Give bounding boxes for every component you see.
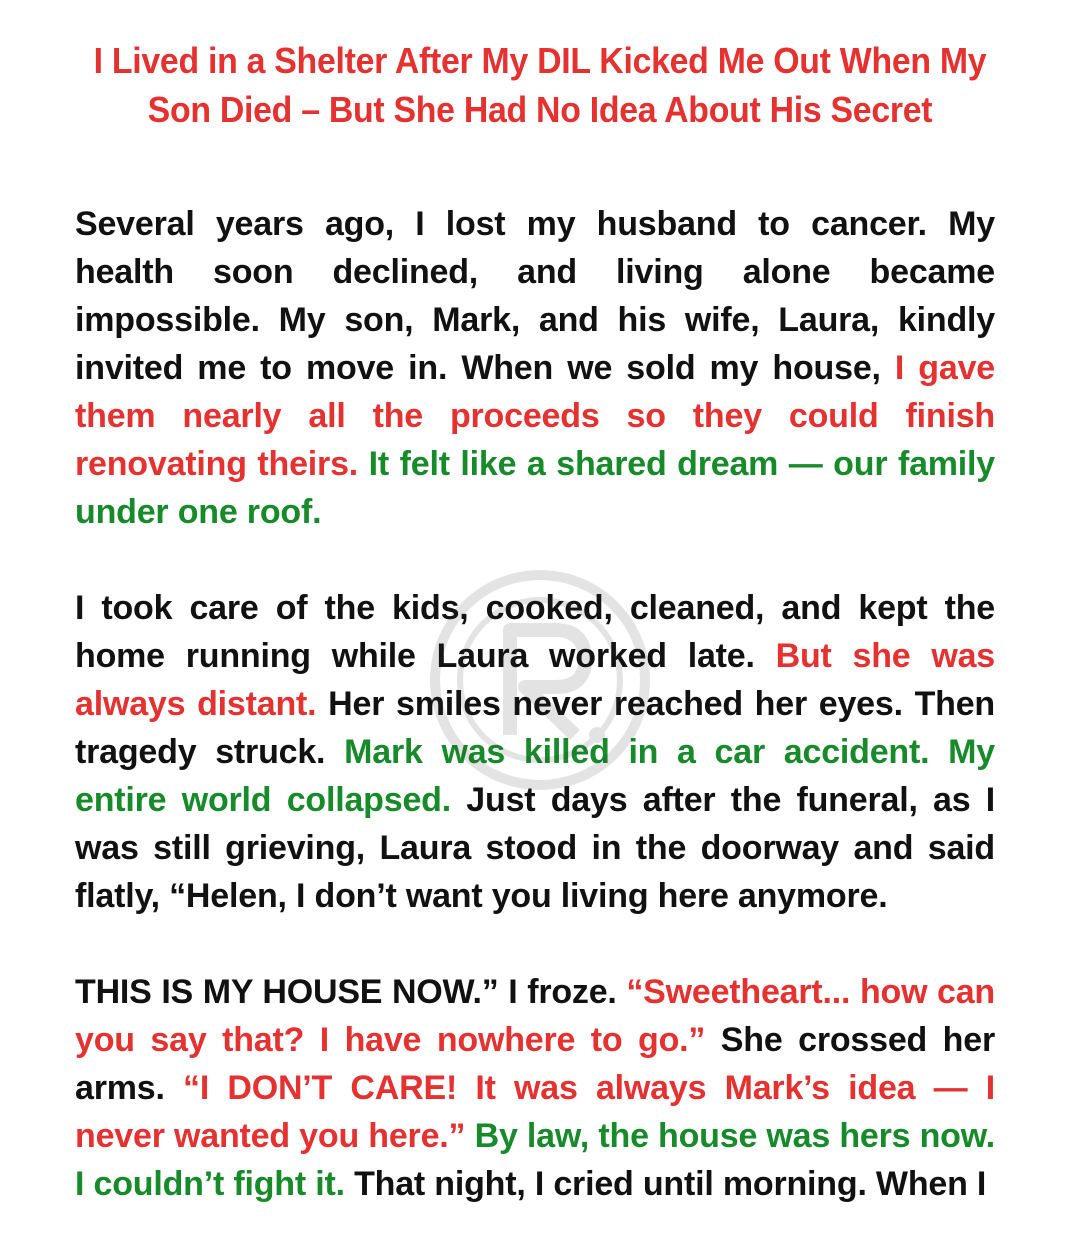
highlight-green: It felt like a shared dream — our family under one roof.: [75, 445, 996, 531]
highlight-red: But she was always distant.: [75, 637, 995, 723]
text-segment: THIS IS MY HOUSE NOW.” I froze.: [75, 973, 627, 1011]
text-segment: Several years ago, I lost my husband to cancer. My health soon declined, and living alone became impossible. My son, Mark, and his wife, Laura, kindly invited me to move in. When we sold my house,: [75, 205, 995, 387]
story-title: I Lived in a Shelter After My DIL Kicked Me Out When My Son Died – But She Had No Idea About His Secret: [93, 40, 987, 130]
text-segment: Her smiles never reached her eyes. Then tragedy struck.: [75, 685, 995, 771]
story-paragraph: [75, 584, 995, 920]
text-segment: Just days after the funeral, as I was still grieving, Laura stood in the doorway and said flatly, “Helen, I don’t want you living here anymore.: [75, 781, 995, 915]
text-segment: [465, 1117, 474, 1155]
text-segment: She crossed her arms.: [75, 1021, 995, 1107]
highlight-red: “I DON’T CARE! It was always Mark’s idea — I never wanted you here.”: [75, 1069, 995, 1155]
text-segment: [358, 445, 369, 483]
highlight-green: By law, the house was hers now. I couldn’t fight it.: [75, 1117, 995, 1203]
highlight-red: I gave them nearly all the proceeds so they could finish renovating theirs.: [75, 349, 995, 483]
text-segment: That night, I cried until morning. When I: [344, 1165, 987, 1203]
highlight-red: “Sweetheart... how can you say that? I have nowhere to go.”: [75, 973, 995, 1059]
text-segment: I took care of the kids, cooked, cleaned, and kept the home running while Laura worked late.: [75, 589, 995, 675]
story-paragraph: [75, 968, 995, 1208]
story-body: [75, 200, 995, 1256]
story-paragraph: [75, 200, 995, 536]
highlight-green: Mark was killed in a car accident. My entire world collapsed.: [75, 733, 995, 819]
